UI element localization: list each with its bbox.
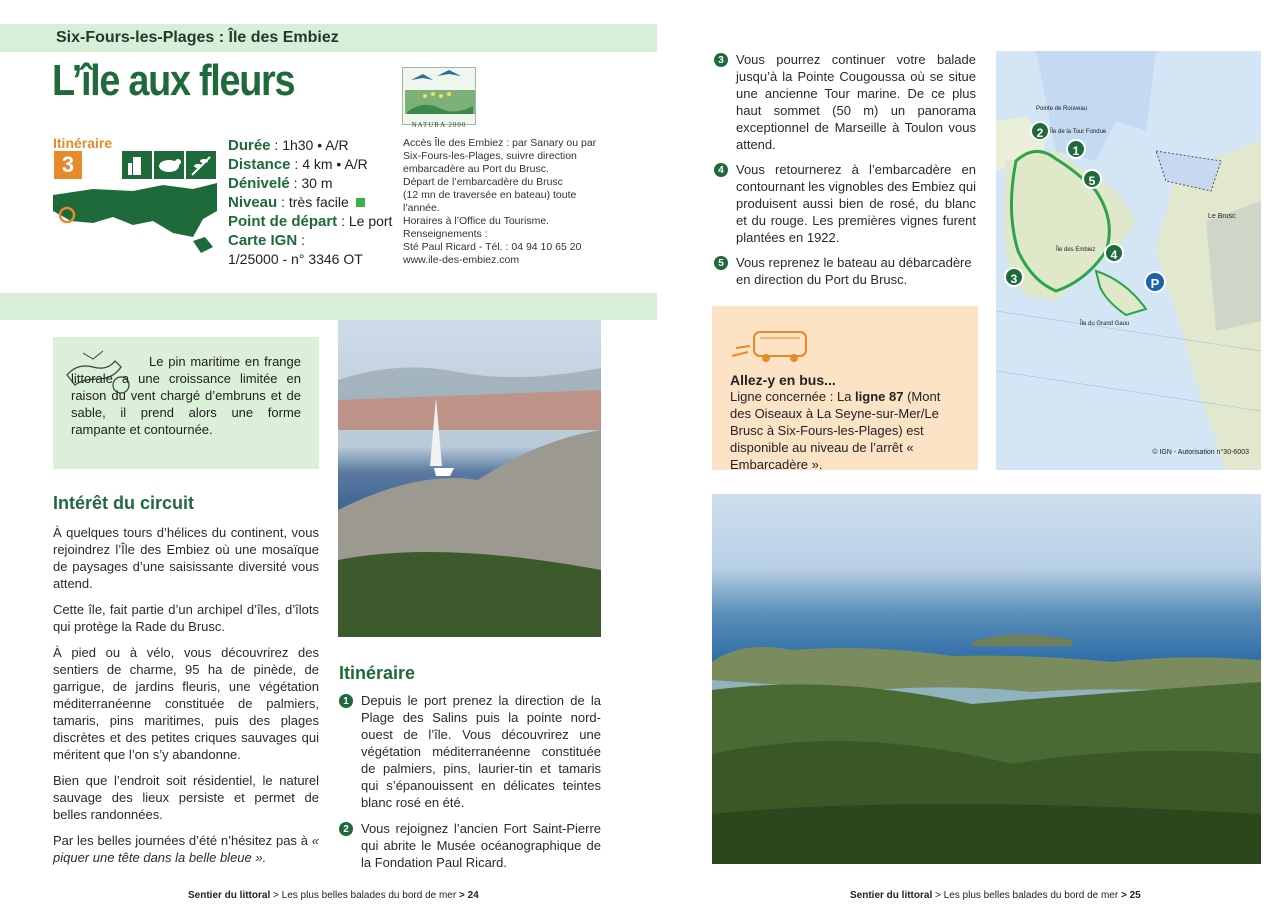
bus-title: Allez-y en bus... [730, 372, 836, 388]
spec-denivele: Dénivelé : 30 m [228, 175, 333, 192]
spec-duree: Durée : 1h30 • A/R [228, 137, 349, 154]
itineraire-label: Itinéraire [53, 135, 113, 151]
steps-left [339, 692, 601, 871]
access-line: Horaires à l’Office du Tourisme. [403, 215, 550, 227]
mini-map-silhouette [53, 181, 217, 259]
step-text: Vous retournerez à l’embarcadère en contournant les vignobles des Embiez qui produisent aussi bien de rosé, du blanc et du rouge. Les premières vignes furent plantées en 1922. [736, 162, 976, 245]
access-line: embarcadère au Port du Brusc. [403, 163, 549, 175]
map-label: Pointe de Rouveau [1036, 106, 1088, 112]
level-square-icon [356, 198, 365, 207]
access-line: Sté Paul Ricard - Tél. : 04 94 10 65 20 [403, 241, 582, 253]
spec-carte: Carte IGN : [228, 232, 305, 249]
access-line: Six-Fours-les-Plages, suivre direction [403, 150, 577, 162]
info-box [53, 337, 319, 469]
access-info [403, 137, 603, 267]
footer-right: Sentier du littoral > Les plus belles balades du bord de mer > 25 [850, 890, 1141, 901]
paragraph: Cette île, fait partie d’un archipel d’îles, d’îlots qui protège la Rade du Brusc. [53, 602, 319, 634]
access-line: Renseignements : [403, 228, 488, 240]
map-marker-2: 2 [1030, 121, 1050, 141]
parking-icon: P [1144, 271, 1166, 293]
interet-title: Intérêt du circuit [53, 493, 195, 513]
website-link[interactable]: www.ile-des-embiez.com [403, 254, 520, 266]
step-number-badge: 1 [339, 694, 353, 708]
step-2 [339, 820, 601, 871]
header-band-text: Six-Fours-les-Plages : Île des Embiez [56, 29, 339, 46]
access-line: Départ de l’embarcadère du Brusc [403, 176, 563, 188]
bus-box [712, 306, 978, 470]
natura-label: NATURA 2000 [411, 121, 467, 129]
ign-map [996, 51, 1261, 470]
step-number-badge: 4 [714, 163, 728, 177]
page-title: L’île aux fleurs [52, 56, 295, 105]
itineraire-title: Itinéraire [339, 663, 416, 683]
fauna-icon [154, 151, 184, 179]
paragraph: Par les belles journées d’été n’hésitez pas à « piquer une tête dans la belle bleue ». [53, 833, 319, 865]
spec-distance: Distance : 4 km • A/R [228, 156, 368, 173]
access-line: Accès Île des Embiez : par Sanary ou par [403, 137, 597, 149]
spec-carte-detail: 1/25000 - n° 3346 OT [228, 251, 363, 267]
spec-depart: Point de départ : Le port [228, 213, 393, 230]
step-text: Vous pourrez continuer votre balade jusqu’à la Pointe Cougoussa où se situe une ancienne Tour marine. De ce plus haut sommet (50 m) un panorama exceptionnel de Marseille à Toulon vous attend. [736, 52, 976, 152]
step-text: Vous rejoignez l’ancien Fort Saint-Pierre qui abrite le Musée océanographique de la Fondation Paul Ricard. [361, 821, 601, 870]
interet-body [53, 524, 319, 866]
paragraph: À pied ou à vélo, vous découvrirez des sentiers de charme, 95 ha de pinède, de garrigue, de jardins fleuris, une végétation méditerranéenne constituée de palmiers, tamaris, pins maritimes, puis des plages discrètes et des petites criques sauvages qui méritent que l’on s’y abandonne. [53, 645, 319, 762]
step-4 [714, 161, 976, 246]
map-marker-3: 3 [1004, 267, 1024, 287]
bus-icon [730, 326, 810, 366]
step-3 [714, 51, 976, 153]
map-label: Île du Grand Gaou [1080, 321, 1130, 327]
landscape-photo [712, 494, 1261, 864]
paragraph: Bien que l’endroit soit résidentiel, le naturel sauvage des lieux persiste et permet de belles randonnées. [53, 773, 319, 822]
divider-band [0, 293, 657, 320]
map-label: Île des Embiez [1056, 247, 1096, 253]
step-number-badge: 2 [339, 822, 353, 836]
step-number-badge: 3 [714, 53, 728, 67]
specs-block [228, 136, 398, 268]
map-copyright: © IGN - Autorisation n°30-6003 [1152, 449, 1249, 456]
info-box-text: Le pin maritime en frange littorale a une croissance limitée en raison du vent chargé d’embruns et de sable, il prend alors une forme rampante et contournée. [71, 354, 301, 437]
map-marker-4: 4 [1104, 243, 1124, 263]
sailboat-photo [338, 320, 601, 637]
map-label: Le Brusc [1208, 213, 1236, 220]
activity-icons [122, 151, 216, 179]
access-line: (12 mn de traversée en bateau) toute [403, 189, 577, 201]
paragraph: À quelques tours d’hélices du continent, vous rejoindrez l’Île des Embiez où une mosaïque de paysages d’une saisissante diversité vous attend. [53, 525, 319, 591]
map-marker-1: 1 [1066, 139, 1086, 159]
step-1 [339, 692, 601, 811]
hiker-icon [122, 151, 152, 179]
bus-text: Ligne concernée : La ligne 87 (Mont des Oiseaux à La Seyne-sur-Mer/Le Brusc à Six-Fours-les-Plages) est disponible au niveau de l’arrêt « Embarcadère ». [730, 389, 941, 472]
map-label: Île de la Tour Fondue [1050, 129, 1107, 135]
map-marker-5: 5 [1082, 169, 1102, 189]
itineraire-number: 3 [54, 151, 82, 179]
footer-left: Sentier du littoral > Les plus belles balades du bord de mer > 24 [188, 890, 479, 901]
flora-icon [186, 151, 216, 179]
natura-birds-icon [403, 68, 477, 116]
step-5 [714, 254, 976, 288]
natura-2000-logo [402, 67, 476, 129]
steps-right [714, 51, 976, 288]
access-line: l’année. [403, 202, 440, 214]
step-number-badge: 5 [714, 256, 728, 270]
spec-niveau: Niveau : très facile [228, 193, 398, 212]
step-text: Vous reprenez le bateau au débarcadère en direction du Port du Brusc. [736, 255, 972, 287]
step-text: Depuis le port prenez la direction de la Plage des Salins puis la pointe nord-ouest de l’île. Vous découvrirez une végétation méditerranéenne constituée de palmiers, pins, laurier-tin et tamaris qui s’épanouissent en délicates teintes blanc rosé en été. [361, 693, 601, 810]
